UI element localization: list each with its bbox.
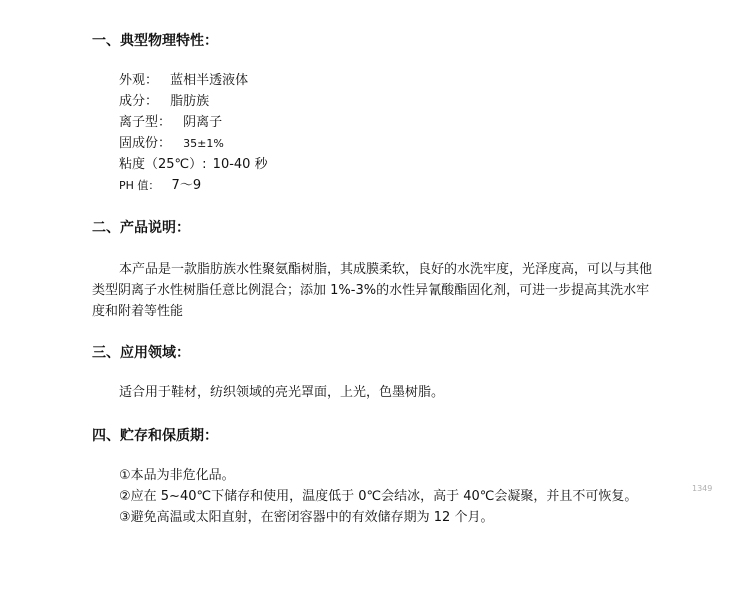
property-ph: [119, 177, 201, 195]
application-text: 适合用于鞋材，纺织领域的亮光罩面，上光，色墨树脂。: [119, 385, 445, 400]
section-4-heading: 四、贮存和保质期：: [92, 428, 218, 444]
property-composition: [119, 93, 209, 111]
property-value: 10-40 秒: [212, 157, 268, 172]
property-label: 离子型：: [119, 115, 172, 130]
storage-item-2: ②应在 5~40℃下储存和使用，温度低于 0℃会结冰，高于 40℃会凝聚，并且不可恢复。: [119, 489, 638, 504]
property-viscosity: [119, 156, 268, 174]
property-label: 外观：: [119, 73, 159, 88]
property-value: 阴离子: [183, 115, 223, 130]
storage-item-1: ①本品为非危化品。: [119, 468, 235, 483]
property-appearance: [119, 72, 248, 90]
property-value: 35±1%: [183, 137, 224, 150]
section-2-heading: 二、产品说明：: [92, 220, 190, 236]
property-value: 蓝相半透液体: [170, 73, 249, 88]
property-label: 成分：: [119, 94, 159, 109]
product-description: 本产品是一款脂肪族水性聚氨酯树脂，其成膜柔软，良好的水洗牢度，光泽度高，可以与其他类型阴离子水性树脂任意比例混合；添加 1%-3%的水性异氰酸酯固化剂，可进一步提高其洗水牢度和附着等性能: [92, 262, 653, 319]
property-value: 脂肪族: [170, 94, 210, 109]
storage-item-3: ③避免高温或太阳直射，在密闭容器中的有效储存期为 12 个月。: [119, 510, 494, 525]
property-label: 粘度（25℃）:: [119, 157, 207, 172]
property-solid-content: [119, 135, 224, 153]
property-label: 固成份：: [119, 136, 172, 151]
section-3-heading: 三、应用领域：: [92, 345, 190, 361]
property-value: 7～9: [171, 178, 202, 193]
section-1-heading: 一、典型物理特性：: [92, 33, 218, 49]
page-number: 1349: [692, 484, 713, 493]
property-label: PH 值：: [119, 179, 160, 192]
property-ionic-type: [119, 114, 222, 132]
